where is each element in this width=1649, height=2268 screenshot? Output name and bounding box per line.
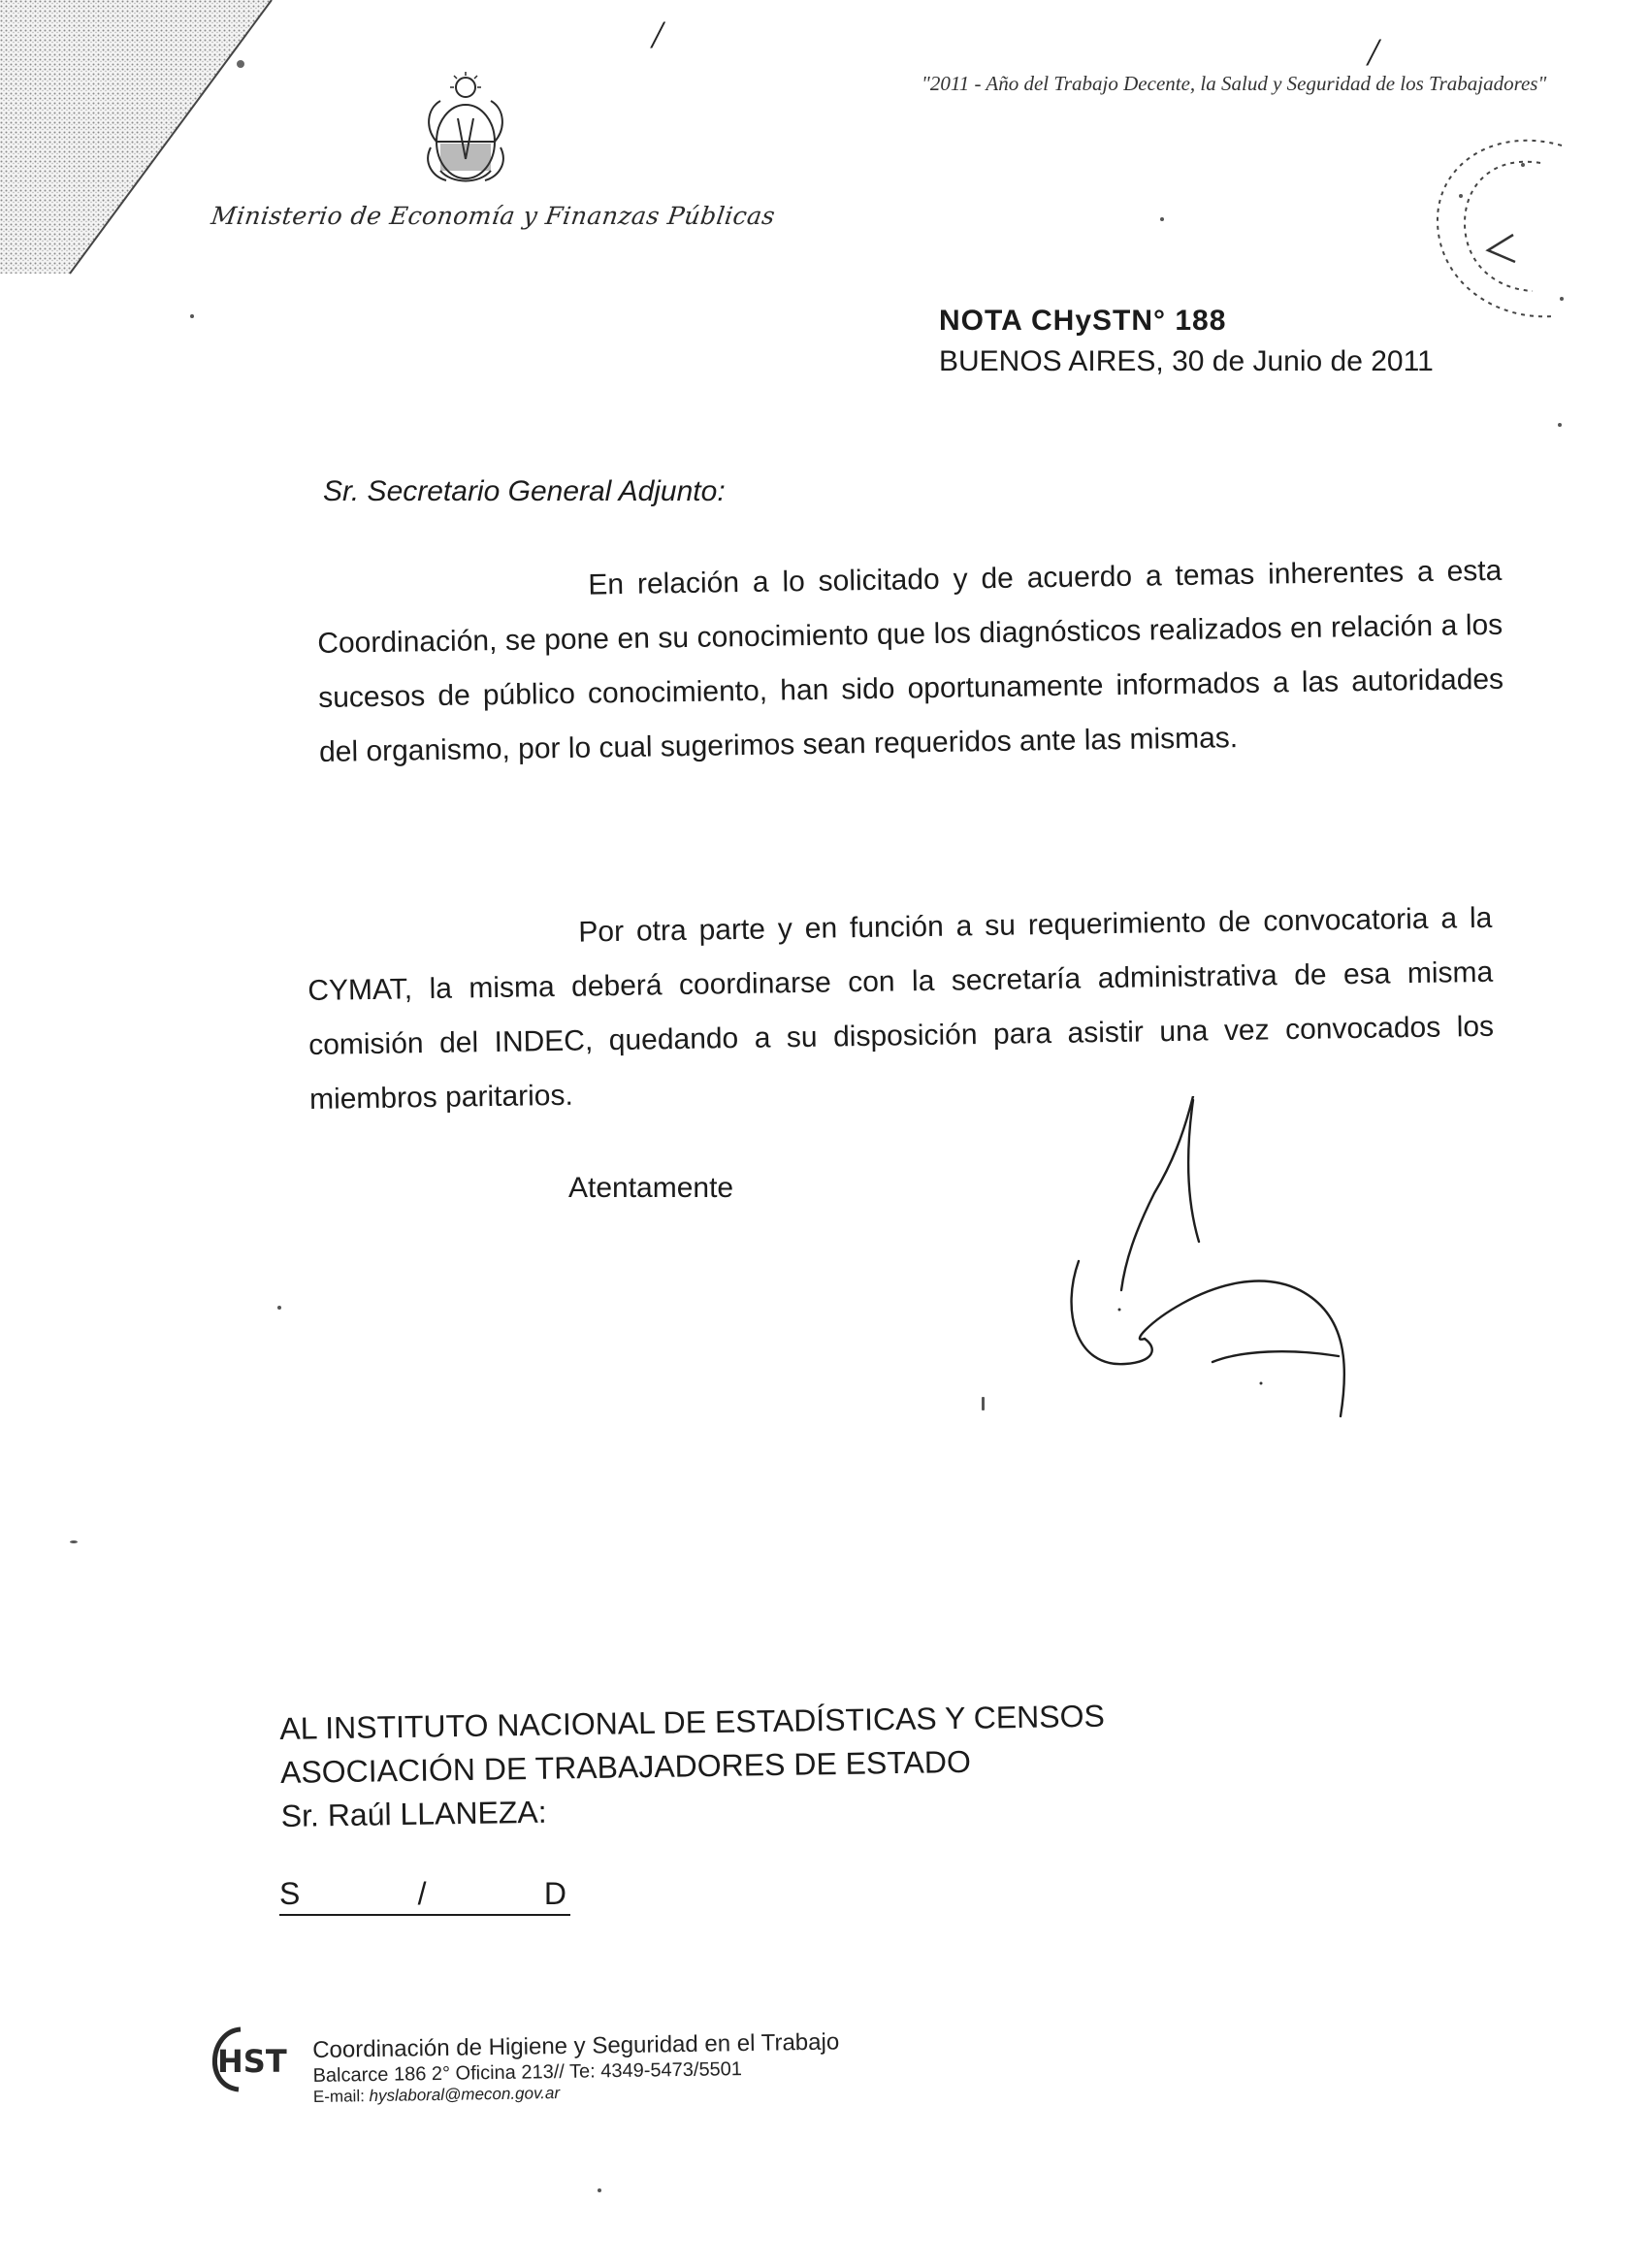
scan-speck bbox=[1558, 423, 1562, 427]
body-paragraph: Por otra parte y en función a su requerimiento de convocatoria a la CYMAT, la misma deberá coordinarse con la secretaría administrativa de esa misma comisión del INDEC, quedando a su disposición para asistir una vez convocados los miembros paritarios. bbox=[307, 901, 1495, 1116]
handwritten-signature bbox=[1057, 1096, 1426, 1426]
footer-contact bbox=[312, 2028, 840, 2107]
scan-mark: / bbox=[1368, 30, 1379, 74]
addressee-institution: AL INSTITUTO NACIONAL DE ESTADÍSTICAS Y CENSOS bbox=[279, 1698, 1106, 1746]
closing-phrase: Atentamente bbox=[568, 1172, 734, 1204]
scan-speck bbox=[1160, 217, 1164, 221]
coat-of-arms-icon bbox=[419, 70, 512, 190]
scan-speck bbox=[70, 1540, 78, 1543]
sd-s: S bbox=[279, 1876, 301, 1911]
reception-stamp-icon bbox=[1426, 126, 1571, 330]
addressee-person: Sr. Raúl LLANEZA: bbox=[280, 1794, 547, 1833]
su-despacho-line bbox=[279, 1876, 570, 1916]
scan-speck bbox=[598, 2188, 601, 2192]
place-and-date: BUENOS AIRES, 30 de Junio de 2011 bbox=[939, 345, 1434, 377]
hst-logo bbox=[200, 2022, 308, 2095]
scan-mark: / bbox=[652, 13, 663, 56]
scan-speck bbox=[982, 1397, 985, 1410]
scan-speck bbox=[277, 1306, 281, 1310]
addressee-association: ASOCIACIÓN DE TRABAJADORES DE ESTADO bbox=[279, 1743, 972, 1790]
sd-slash: / bbox=[417, 1876, 427, 1911]
sd-d: D bbox=[543, 1876, 566, 1911]
footer-organization: Coordinación de Higiene y Seguridad en el Trabajo bbox=[312, 2028, 840, 2063]
faded-signature-stamp: ​ bbox=[1289, 1420, 1291, 1440]
note-number: NOTA CHySTN° 188 bbox=[939, 305, 1227, 337]
ministry-name: Ministerio de Economía y Finanzas Públicas bbox=[209, 202, 778, 230]
body-paragraph: En relación a lo solicitado y de acuerdo a temas inherentes a esta Coordinación, se pone en su conocimiento que los diagnósticos realizados en relación a los sucesos de público conocimiento, han sido oportunamente informados a las autoridades del organismo, por lo cual sugerimos sean requeridos ante las mismas. bbox=[317, 554, 1504, 768]
scan-speck bbox=[190, 314, 194, 318]
email-label: E-mail: bbox=[312, 2087, 366, 2106]
scan-corner-shadow bbox=[0, 0, 281, 281]
year-motto: "2011 - Año del Trabajo Decente, la Salud y Seguridad de los Trabajadores" bbox=[922, 72, 1547, 95]
addressee-block bbox=[279, 1695, 1107, 1838]
salutation: Sr. Secretario General Adjunto: bbox=[323, 475, 726, 507]
footer-address: Balcarce 186 2° Oficina 213// Te: 4349-5473/5501 bbox=[312, 2058, 743, 2087]
hst-logo-text: HST bbox=[217, 2043, 287, 2080]
email-address: hyslaboral@mecon.gov.ar bbox=[369, 2084, 561, 2106]
